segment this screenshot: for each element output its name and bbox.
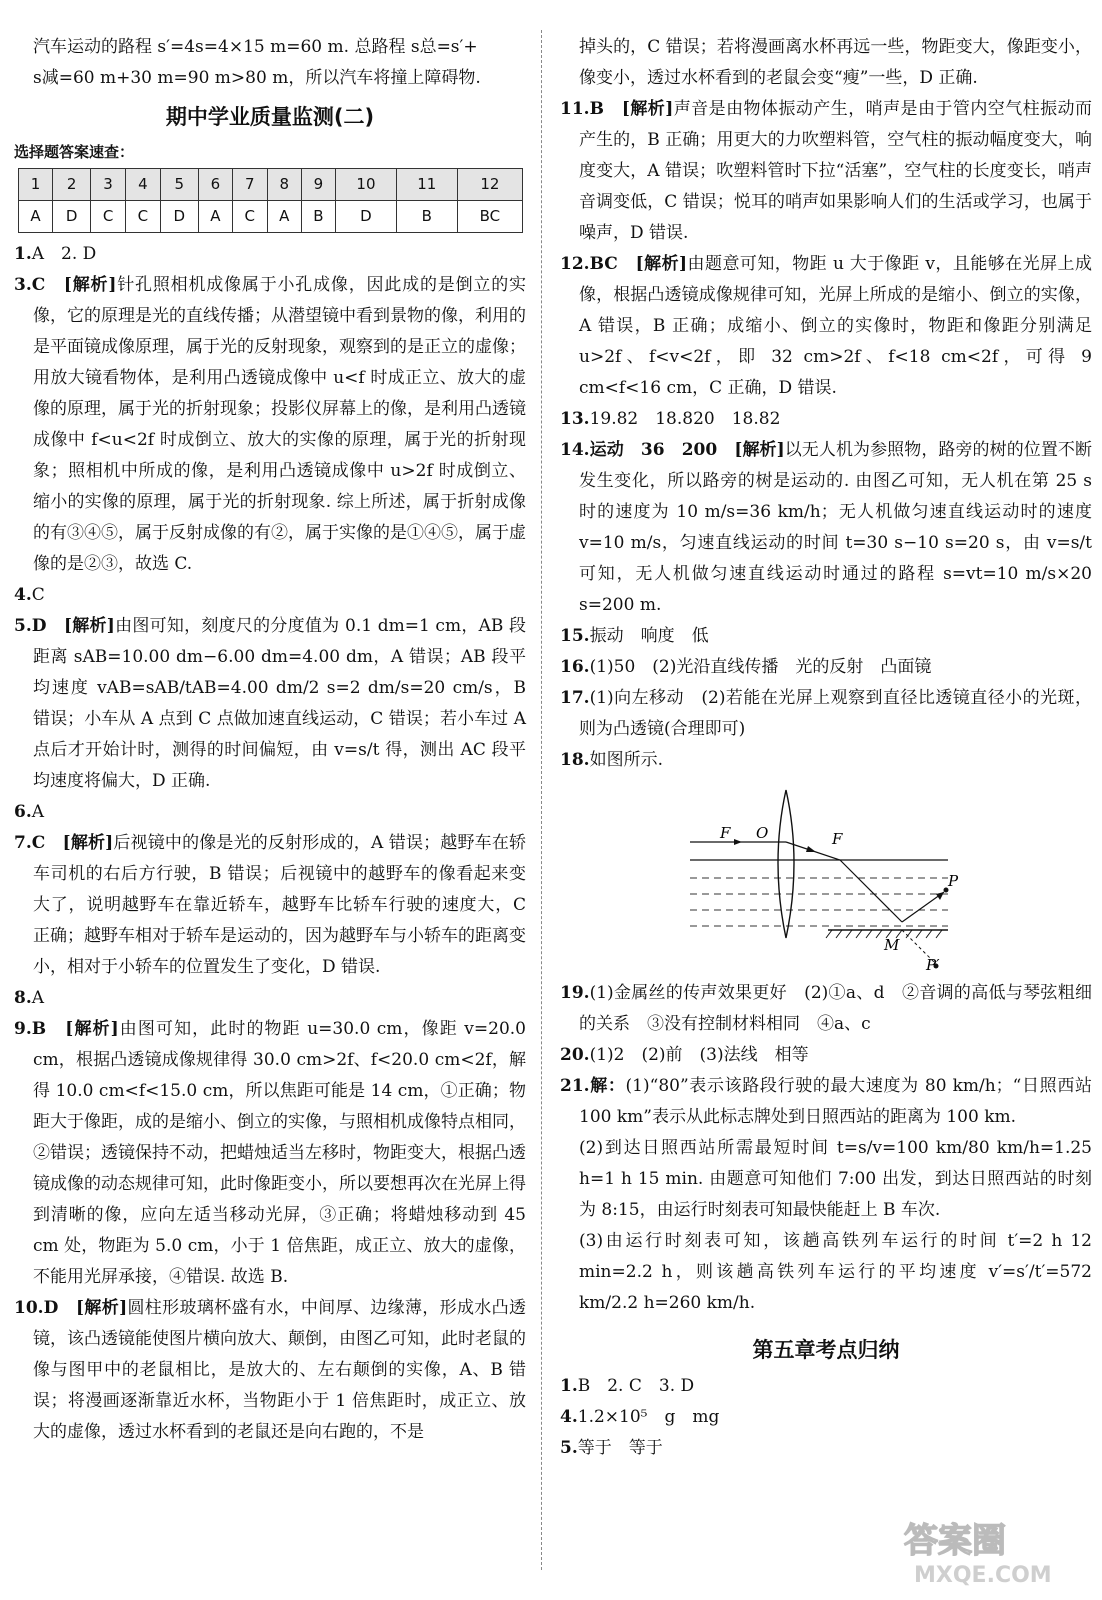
q-answer: C	[232, 201, 267, 233]
item-tag: 运动 36 200 [解析]	[589, 440, 785, 460]
label-f-left: F	[720, 824, 731, 842]
item-text: 如图所示.	[589, 750, 663, 770]
answer-item	[14, 270, 526, 580]
solution-part-3: (3)由运行时刻表可知，该趟高铁列车运行的时间 t′=2 h 12 min=2.2 h，则该趟高铁列车运行的平均速度 v′=s′/t′=572 km/2.2 h=260 km/h.	[579, 1231, 1092, 1313]
q-num: 8	[267, 169, 301, 201]
item-text: (1)金属丝的传声效果更好 (2)①a、d ②音调的高低与琴弦粗细的关系 ③没有控制材料相同 ④a、c	[579, 983, 1092, 1034]
item-tag: D [解析]	[43, 1298, 128, 1318]
q-answer: D	[336, 201, 397, 233]
item-number: 15.	[560, 626, 590, 646]
item-tag: C [解析]	[31, 275, 117, 295]
item-text: 1.2×10⁵ g mg	[577, 1407, 720, 1427]
item-number: 6.	[14, 802, 32, 822]
label-o: O	[756, 824, 769, 842]
principal-axis	[690, 839, 786, 845]
answer-item	[560, 652, 1092, 683]
left-column	[14, 0, 526, 1448]
item-text: 后视镜中的像是光的反射形成的，A 错误；越野车在轿车司机的右后方行驶，B 错误；后视镜中的越野车的像看起来变大了，说明越野车在靠近轿车，越野车比轿车行驶的速度大，C 正确；越野车相对于轿车是运动的，因为越野车与小轿车的距离变小，相对于小轿车的位置发生了变化，D 错误.	[33, 833, 526, 977]
answer-item	[560, 1402, 1092, 1433]
answer-item	[14, 611, 526, 797]
lens-optics-diagram	[690, 782, 960, 972]
answer-item	[560, 745, 1092, 776]
reflected-ray	[902, 892, 944, 964]
answer-item	[560, 435, 1092, 621]
q-answer: C	[91, 201, 126, 233]
solution-part-2: (2)到达日照西站所需最短时间 t=s/v=100 km/80 km/h=1.25 h=1 h 15 min. 由题意可知他们 7:00 出发，到达日照西站的时刻为 8:15，由运行时刻表可知最快能赶上 B 车次.	[579, 1138, 1092, 1220]
q-answer: A	[19, 201, 53, 233]
item-text: A	[31, 802, 45, 822]
label-p-prime: P′	[926, 956, 940, 972]
item-number: 1.	[14, 244, 32, 264]
answer-item	[560, 1433, 1092, 1464]
answer-item	[14, 580, 526, 611]
item-text: 针孔照相机成像属于小孔成像，因此成的是倒立的实像，它的原理是光的直线传播；从潜望镜中看到景物的像，利用的是平面镜成像原理，属于光的反射现象，观察到的是正立的虚像；用放大镜看物体，是利用凸透镜成像中 u<f 时成正立、放大的虚像的原理，属于光的折射现象；投影仪屏幕上的像，是利用凸透镜成像中 f<u<2f 时成倒立、放大的实像的原理，属于光的折射现象；照相机中所成的像，是利用凸透镜成像中 u>2f 时成倒立、缩小的实像的原理，属于光的折射现象. 综上所述，属于折射成像的有③④⑤，属于反射成像的有②，属于实像的是①④⑤，属于虚像的是②③，故选 C.	[33, 275, 527, 574]
section-title: 期中学业质量监测(二)	[165, 105, 375, 129]
item-text: 圆柱形玻璃杯盛有水，中间厚、边缘薄，形成水凸透镜，该凸透镜能使图片横向放大、颠倒，由图乙可知，此时老鼠的像与图甲中的老鼠相比，是放大的、左右颠倒的实像，A、B 错误；将漫画逐渐靠近水杯，当物距小于 1 倍焦距时，成正立、放大的虚像，透过水杯看到的老鼠还是向右跑的，不是	[33, 1298, 526, 1442]
item-text: 由题意可知，物距 u 大于像距 v，且能够在光屏上成像，根据凸透镜成像规律可知，光屏上所成的是缩小、倒立的实像，A 错误，B 正确；成缩小、倒立的实像时，物距和像距分别满足 u>2f、f<v<2f，即 32 cm>2f、f<18 cm<2f，可得 9 cm<f<16 cm，C 正确，D 错误.	[579, 254, 1092, 398]
item-number: 5.	[560, 1438, 578, 1458]
intro-line-2: s减=60 m+30 m=90 m>80 m，所以汽车将撞上障碍物.	[33, 68, 481, 88]
item-number: 4.	[14, 585, 32, 605]
item-text: 19.82 18.820 18.82	[589, 409, 781, 429]
q-num: 10	[336, 169, 397, 201]
q-num: 5	[160, 169, 198, 201]
q-answer: C	[125, 201, 160, 233]
q-num: 12	[457, 169, 522, 201]
column-divider	[541, 30, 542, 1570]
answer-item	[14, 1014, 526, 1293]
answer-item	[14, 828, 526, 983]
q-num: 9	[301, 169, 335, 201]
answer-item	[560, 683, 1092, 745]
item-tag: B [解析]	[31, 1019, 119, 1039]
answer-table-answers	[19, 201, 523, 233]
item-text: (1)2 (2)前 (3)法线 相等	[589, 1045, 809, 1065]
item-number: 5.	[14, 616, 32, 636]
item-number: 13.	[560, 409, 590, 429]
item-text: A 2. D	[31, 244, 97, 264]
answer-item	[560, 621, 1092, 652]
q-answer: D	[53, 201, 91, 233]
item-number: 3.	[14, 275, 32, 295]
label-f-right: F	[832, 830, 843, 848]
answer-table-header	[19, 169, 523, 201]
q-num: 1	[19, 169, 53, 201]
q-answer: B	[301, 201, 335, 233]
answer-item	[14, 983, 526, 1014]
item-number: 21.	[560, 1076, 590, 1096]
section2-title: 第五章考点归纳	[752, 1338, 900, 1362]
watermark-text: 答案圈	[904, 1521, 1006, 1561]
q-num: 6	[198, 169, 232, 201]
item-tag: D [解析]	[31, 616, 115, 636]
q-num: 11	[396, 169, 457, 201]
answer-item	[14, 797, 526, 828]
answer-item	[560, 978, 1092, 1040]
item-number: 17.	[560, 688, 590, 708]
q-num: 4	[125, 169, 160, 201]
label-m: M	[884, 936, 900, 954]
item-number: 4.	[560, 1407, 578, 1427]
answer-item	[14, 1293, 526, 1448]
item-number: 9.	[14, 1019, 32, 1039]
answer-item	[560, 404, 1092, 435]
item-number: 1.	[560, 1376, 578, 1396]
item-number: 11.	[560, 99, 590, 119]
q-answer: B	[396, 201, 457, 233]
answer-item-continued: 掉头的，C 错误；若将漫画离水杯再远一些，物距变大，像距变小，像变小，透过水杯看到的老鼠会变“瘦”一些，D 正确.	[579, 37, 1092, 88]
water-dashed-lines	[690, 878, 948, 926]
answer-item	[560, 249, 1092, 404]
item-text: 声音是由物体振动产生，哨声是由于管内空气柱振动而产生的，B 正确；用更大的力吹塑料管，空气柱的振动幅度变大，响度变大，A 错误；吹塑料管时下拉“活塞”，空气柱的长度变长，哨声音调变低，C 错误；悦耳的哨声如果影响人们的生活或学习，也属于噪声，D 错误.	[579, 99, 1092, 243]
item-number: 19.	[560, 983, 590, 1003]
answer-item	[560, 1040, 1092, 1071]
item-text: 由图可知，刻度尺的分度值为 0.1 dm=1 cm，AB 段距离 sAB=10.00 dm−6.00 dm=4.00 dm，A 错误；AB 段平均速度 vAB=sAB/tAB=4.00 dm/2 s=2 dm/s=20 cm/s，B 错误；小车从 A 点到 C 点做加速直线运动，C 错误；若小车过 A 点后才开始计时，测得的时间偏短，由 v=s/t 得，测出 AC 段平均速度将偏大，D 正确.	[33, 616, 526, 791]
q-answer: D	[160, 201, 198, 233]
item-text: 以无人机为参照物，路旁的树的位置不断发生变化，所以路旁的树是运动的. 由图乙可知，无人机在第 25 s 时的速度为 10 m/s=36 km/h；无人机做匀速直线运动时的速度 v=10 m/s，匀速直线运动的时间 t=30 s−10 s=20 s，由 v=s/t 可知，无人机做匀速直线运动时通过的路程 s=vt=10 m/s×20 s=200 m.	[579, 440, 1092, 615]
answer-item	[560, 1071, 1092, 1133]
item-number: 20.	[560, 1045, 590, 1065]
watermark-logo	[894, 1510, 1084, 1590]
q-answer: A	[267, 201, 301, 233]
item-text: 振动 响度 低	[589, 626, 709, 646]
q-num: 3	[91, 169, 126, 201]
item-tag: 解：	[589, 1076, 626, 1096]
item-number: 14.	[560, 440, 590, 460]
item-text: 等于 等于	[577, 1438, 663, 1458]
answer-item	[560, 94, 1092, 249]
item-text: C	[31, 585, 45, 605]
item-number: 18.	[560, 750, 590, 770]
answer-item	[560, 1371, 1092, 1402]
item-text: 由图可知，此时的物距 u=30.0 cm，像距 v=20.0 cm，根据凸透镜成像规律得 30.0 cm>2f、f<20.0 cm<2f，解得 10.0 cm<f<15.0 cm，所以焦距可能是 14 cm，①正确；物距大于像距，成的是缩小、倒立的实像，与照相机成像特点相同，②错误；透镜保持不动，把蜡烛适当左移时，物距变大，根据凸透镜成像的动态规律可知，此时像距变小，所以要想再次在光屏上得到清晰的像，应向左适当移动光屏，③正确；将蜡烛移动到 45 cm 处，物距为 5.0 cm，小于 1 倍焦距，成正立、放大的虚像，不能用光屏承接，④错误. 故选 B.	[33, 1019, 526, 1287]
item-text: (1)“80”表示该路段行驶的最大速度为 80 km/h；“日照西站 100 km”表示从此标志牌处到日照西站的距离为 100 km.	[579, 1076, 1092, 1127]
right-column	[560, 0, 1092, 1464]
item-tag: BC [解析]	[589, 254, 688, 274]
q-num: 2	[53, 169, 91, 201]
item-text: A	[31, 988, 45, 1008]
answer-table	[18, 168, 523, 233]
item-number: 16.	[560, 657, 590, 677]
item-number: 10.	[14, 1298, 44, 1318]
q-answer: BC	[457, 201, 522, 233]
convex-lens	[778, 790, 794, 938]
item-tag: C [解析]	[31, 833, 114, 853]
label-p: P	[948, 872, 959, 890]
answer-item	[14, 239, 526, 270]
item-text: (1)向左移动 (2)若能在光屏上观察到直径比透镜直径小的光斑，则为凸透镜(合理即可)	[579, 688, 1092, 739]
item-text: B 2. C 3. D	[577, 1376, 695, 1396]
intro-line-1: 汽车运动的路程 s′=4s=4×15 m=60 m. 总路程 s总=s′+	[33, 37, 478, 57]
watermark-url: MXQE.COM	[914, 1563, 1052, 1588]
item-text: (1)50 (2)光沿直线传播 光的反射 凸面镜	[589, 657, 932, 677]
item-number: 12.	[560, 254, 590, 274]
item-number: 7.	[14, 833, 32, 853]
quick-check-label: 选择题答案速查：	[14, 143, 135, 161]
item-tag: B [解析]	[589, 99, 674, 119]
q-num: 7	[232, 169, 267, 201]
q-answer: A	[198, 201, 232, 233]
item-number: 8.	[14, 988, 32, 1008]
